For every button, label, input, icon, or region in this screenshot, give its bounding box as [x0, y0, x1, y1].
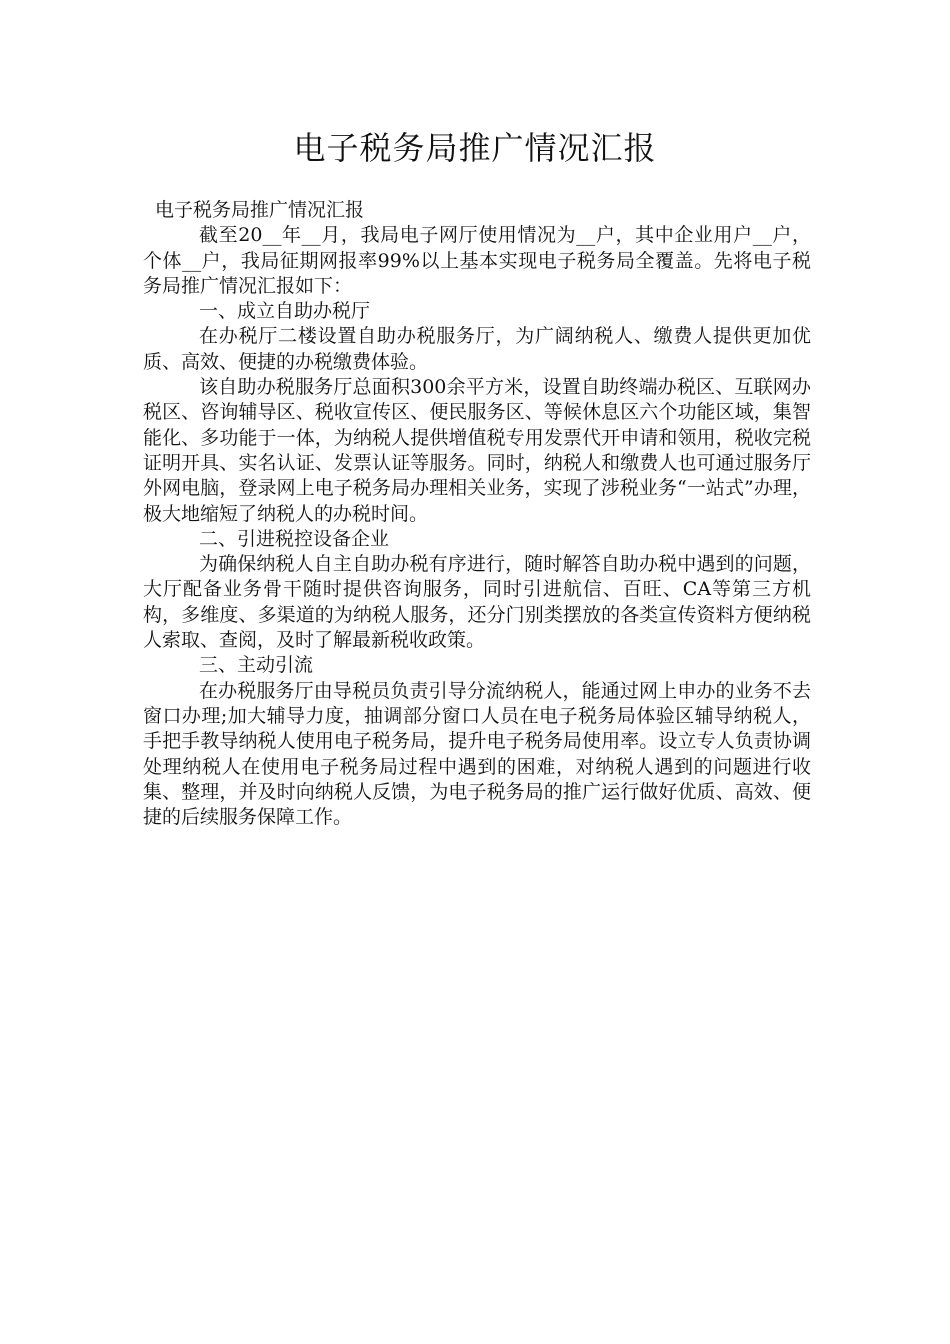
paragraph-2: 该自助办税服务厅总面积300余平方米，设置自助终端办税区、互联网办税区、咨询辅导区、税收宣传区、便民服务区、等候休息区六个功能区域，集智能化、多功能于一体，为纳税人提供增值税专用发票代开申请和领用，税收完税证明开具、实名认证、发票认证等服务。同时，纳税人和缴费人也可通过服务厅外网电脑，登录网上电子税务局办理相关业务，实现了涉税业务“一站式”办理，极大地缩短了纳税人的办税时间。	[143, 376, 811, 525]
document-subtitle: 电子税务局推广情况汇报	[155, 199, 365, 221]
section-heading-2: 二、引进税控设备企业	[199, 527, 390, 550]
paragraph-intro: 截至20__年__月，我局电子网厅使用情况为__户，其中企业用户__户，个体__户，我局征期网报率99%以上基本实现电子税务局全覆盖。先将电子税务局推广情况汇报如下：	[143, 224, 811, 297]
paragraph-3: 为确保纳税人自主自助办税有序进行，随时解答自助办税中遇到的问题，大厅配备业务骨干随时提供咨询服务，同时引进航信、百旺、CA等第三方机构，多维度、多渠道的为纳税人服务，还分门别类摆放的各类宣传资料方便纳税人索取、查阅，及时了解最新税收政策。	[143, 553, 811, 652]
section-heading-1: 一、成立自助办税厅	[199, 300, 371, 323]
paragraph-1: 在办税厅二楼设置自助办税服务厅，为广阔纳税人、缴费人提供更加优质、高效、便捷的办税缴费体验。	[143, 325, 811, 373]
document-title: 电子税务局推广情况汇报	[293, 129, 657, 167]
document-body	[143, 198, 811, 830]
paragraph-4: 在办税服务厅由导税员负责引导分流纳税人，能通过网上申办的业务不去窗口办理;加大辅导力度，抽调部分窗口人员在电子税务局体验区辅导纳税人，手把手教导纳税人使用电子税务局，提升电子税务局使用率。设立专人负责协调处理纳税人在使用电子税务局过程中遇到的困难，对纳税人遇到的问题进行收集、整理，并及时向纳税人反馈，为电子税务局的推广运行做好优质、高效、便捷的后续服务保障工作。	[143, 679, 811, 829]
section-heading-3: 三、主动引流	[199, 654, 314, 677]
